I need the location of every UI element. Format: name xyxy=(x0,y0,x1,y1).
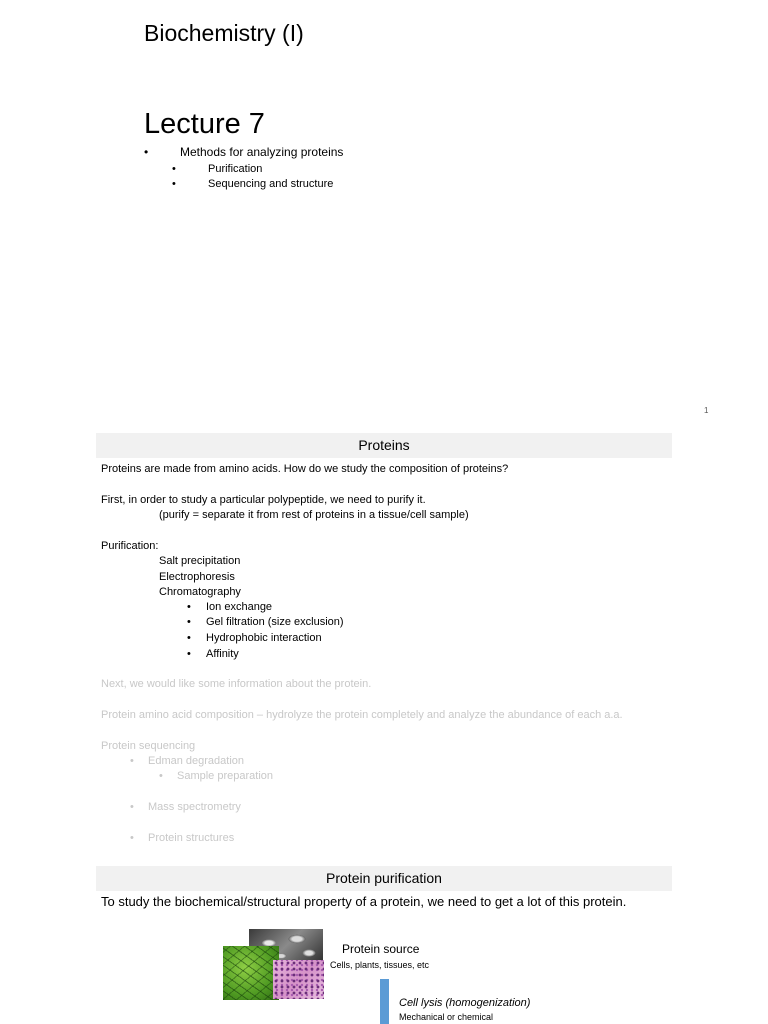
faded-text: Protein sequencing xyxy=(101,740,196,752)
chromatography-type xyxy=(187,600,273,614)
bullet-dot: • xyxy=(130,755,134,767)
faded-text: Protein amino acid composition – hydrolyze the protein completely and analyze the abundance of each a.a. xyxy=(101,709,623,721)
method-item: Salt precipitation xyxy=(159,555,241,567)
text-line: (purify = separate it from rest of proteins in a tissue/cell sample) xyxy=(159,509,469,521)
slide-header-proteins: Proteins xyxy=(96,433,672,458)
chromatography-type-text: Gel filtration (size exclusion) xyxy=(206,616,344,628)
slide-header-protein-purification: Protein purification xyxy=(96,866,672,891)
purification-label: Purification: xyxy=(101,540,159,552)
faded-bullet xyxy=(130,831,235,845)
tissue-stain-image xyxy=(273,960,324,999)
bullet-sub-text: Sequencing and structure xyxy=(208,178,334,190)
chromatography-type-text: Affinity xyxy=(206,648,239,660)
lecture-heading: Lecture 7 xyxy=(144,108,265,140)
bullet-dot: • xyxy=(159,770,163,782)
protein-source-subtext: Cells, plants, tissues, etc xyxy=(330,960,430,970)
cell-lysis-label: Cell lysis (homogenization) xyxy=(399,997,531,1009)
bullet-sub-text: Purification xyxy=(208,163,263,175)
text-line: Proteins are made from amino acids. How do we study the composition of proteins? xyxy=(101,463,509,475)
page-number: 1 xyxy=(704,406,709,415)
leaf-image xyxy=(223,946,279,1000)
chromatography-type xyxy=(187,647,239,661)
chromatography-type-text: Hydrophobic interaction xyxy=(206,632,322,644)
faded-bullet-text: Sample preparation xyxy=(177,770,274,782)
bullet-dot: • xyxy=(187,632,191,644)
bullet-dot: • xyxy=(187,648,191,660)
method-item: Chromatography xyxy=(159,586,241,598)
bullet-dot: • xyxy=(187,601,191,613)
chromatography-type xyxy=(187,615,344,629)
chromatography-type xyxy=(187,631,322,645)
protein-source-label: Protein source xyxy=(342,942,420,956)
bullet-main-text: Methods for analyzing proteins xyxy=(180,145,344,159)
faded-bullet xyxy=(130,754,245,768)
bullet-dot: • xyxy=(172,178,176,190)
faded-bullet-text: Mass spectrometry xyxy=(148,801,241,813)
intro-text: To study the biochemical/structural property of a protein, we need to get a lot of this protein. xyxy=(101,894,627,909)
flow-arrow-bar xyxy=(380,979,389,1024)
method-item: Electrophoresis xyxy=(159,571,235,583)
cell-lysis-subtext: Mechanical or chemical xyxy=(399,1012,494,1022)
faded-bullet xyxy=(159,769,274,783)
bullet-dot: • xyxy=(172,163,176,175)
bullet-dot: • xyxy=(130,801,134,813)
faded-bullet-text: Protein structures xyxy=(148,832,235,844)
bullet-dot: • xyxy=(130,832,134,844)
faded-bullet-text: Edman degradation xyxy=(148,755,245,767)
chromatography-type-text: Ion exchange xyxy=(206,601,273,613)
text-line: First, in order to study a particular polypeptide, we need to purify it. xyxy=(101,494,426,506)
bullet-dot: • xyxy=(144,145,149,159)
faded-bullet xyxy=(130,800,241,814)
bullet-dot: • xyxy=(187,616,191,628)
faded-text: Next, we would like some information about the protein. xyxy=(101,678,372,690)
slide-title: Biochemistry (I) xyxy=(144,20,304,46)
